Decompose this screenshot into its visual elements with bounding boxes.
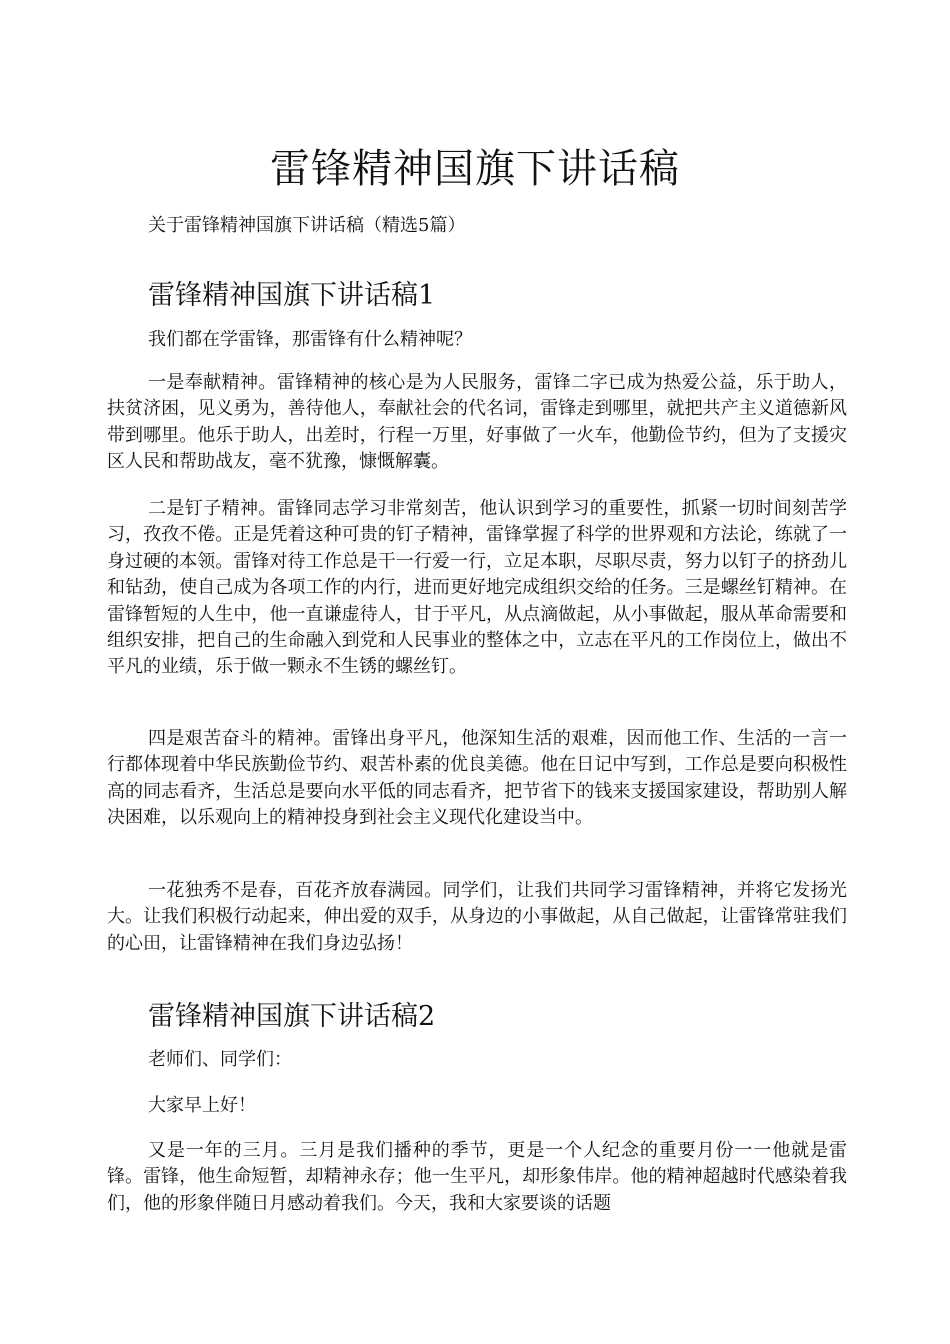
document-title: 雷锋精神国旗下讲话稿 bbox=[270, 145, 680, 192]
paragraph-nail-spirit: 二是钉子精神。雷锋同志学习非常刻苦，他认识到学习的重要性，抓紧一切时间刻苦学习，孜孜不倦。正是凭着这种可贵的钉子精神，雷锋掌握了科学的世界观和方法论，练就了一身过硬的本领。雷锋对待工作总是干一行爱一行，立足本职，尽职尽责，努力以钉子的挤劲儿和钻劲，使自己成为各项工作的内行，进而更好地完成组织交给的任务。三是螺丝钉精神。在雷锋暂短的人生中，他一直谦虚待人，甘于平凡，从点滴做起，从小事做起，服从革命需要和组织安排，把自己的生命融入到党和人民事业的整体之中，立志在平凡的工作岗位上，做出不平凡的业绩，乐于做一颗永不生锈的螺丝钉。 bbox=[107, 498, 847, 678]
paragraph-greeting-audience: 老师们、同学们： bbox=[148, 1049, 292, 1070]
section-heading-1: 雷锋精神国旗下讲话稿1 bbox=[148, 280, 436, 312]
paragraph-closing-call: 一花独秀不是春，百花齐放春满园。同学们，让我们共同学习雷锋精神，并将它发扬光大。让我们积极行动起来，伸出爱的双手，从身边的小事做起，从自己做起，让雷锋常驻我们的心田，让雷锋精神在我们身边弘扬！ bbox=[107, 880, 847, 954]
paragraph-intro-question: 我们都在学雷锋，那雷锋有什么精神呢？ bbox=[148, 329, 472, 350]
paragraph-march-intro: 又是一年的三月。三月是我们播种的季节，更是一个人纪念的重要月份一一他就是雷锋。雷锋，他生命短暂，却精神永存；他一生平凡，却形象伟岸。他的精神超越时代感染着我们，他的形象伴随日月感动着我们。今天，我和大家要谈的话题 bbox=[107, 1140, 847, 1214]
document-subtitle: 关于雷锋精神国旗下讲话稿（精选5篇） bbox=[148, 215, 466, 236]
paragraph-good-morning: 大家早上好！ bbox=[148, 1095, 256, 1116]
paragraph-dedication-spirit: 一是奉献精神。雷锋精神的核心是为人民服务，雷锋二字已成为热爱公益，乐于助人，扶贫济困，见义勇为，善待他人，奉献社会的代名词，雷锋走到哪里，就把共产主义道德新风带到哪里。他乐于助人，出差时，行程一万里，好事做了一火车，他勤俭节约，但为了支援灾区人民和帮助战友，毫不犹豫，慷慨解囊。 bbox=[107, 372, 847, 473]
paragraph-hard-work-spirit: 四是艰苦奋斗的精神。雷锋出身平凡，他深知生活的艰难，因而他工作、生活的一言一行都体现着中华民族勤俭节约、艰苦朴素的优良美德。他在日记中写到，工作总是要向积极性高的同志看齐，生活总是要向水平低的同志看齐，把节省下的钱来支援国家建设，帮助别人解决困难，以乐观向上的精神投身到社会主义现代化建设当中。 bbox=[107, 728, 847, 829]
section-heading-2: 雷锋精神国旗下讲话稿2 bbox=[148, 1001, 436, 1033]
